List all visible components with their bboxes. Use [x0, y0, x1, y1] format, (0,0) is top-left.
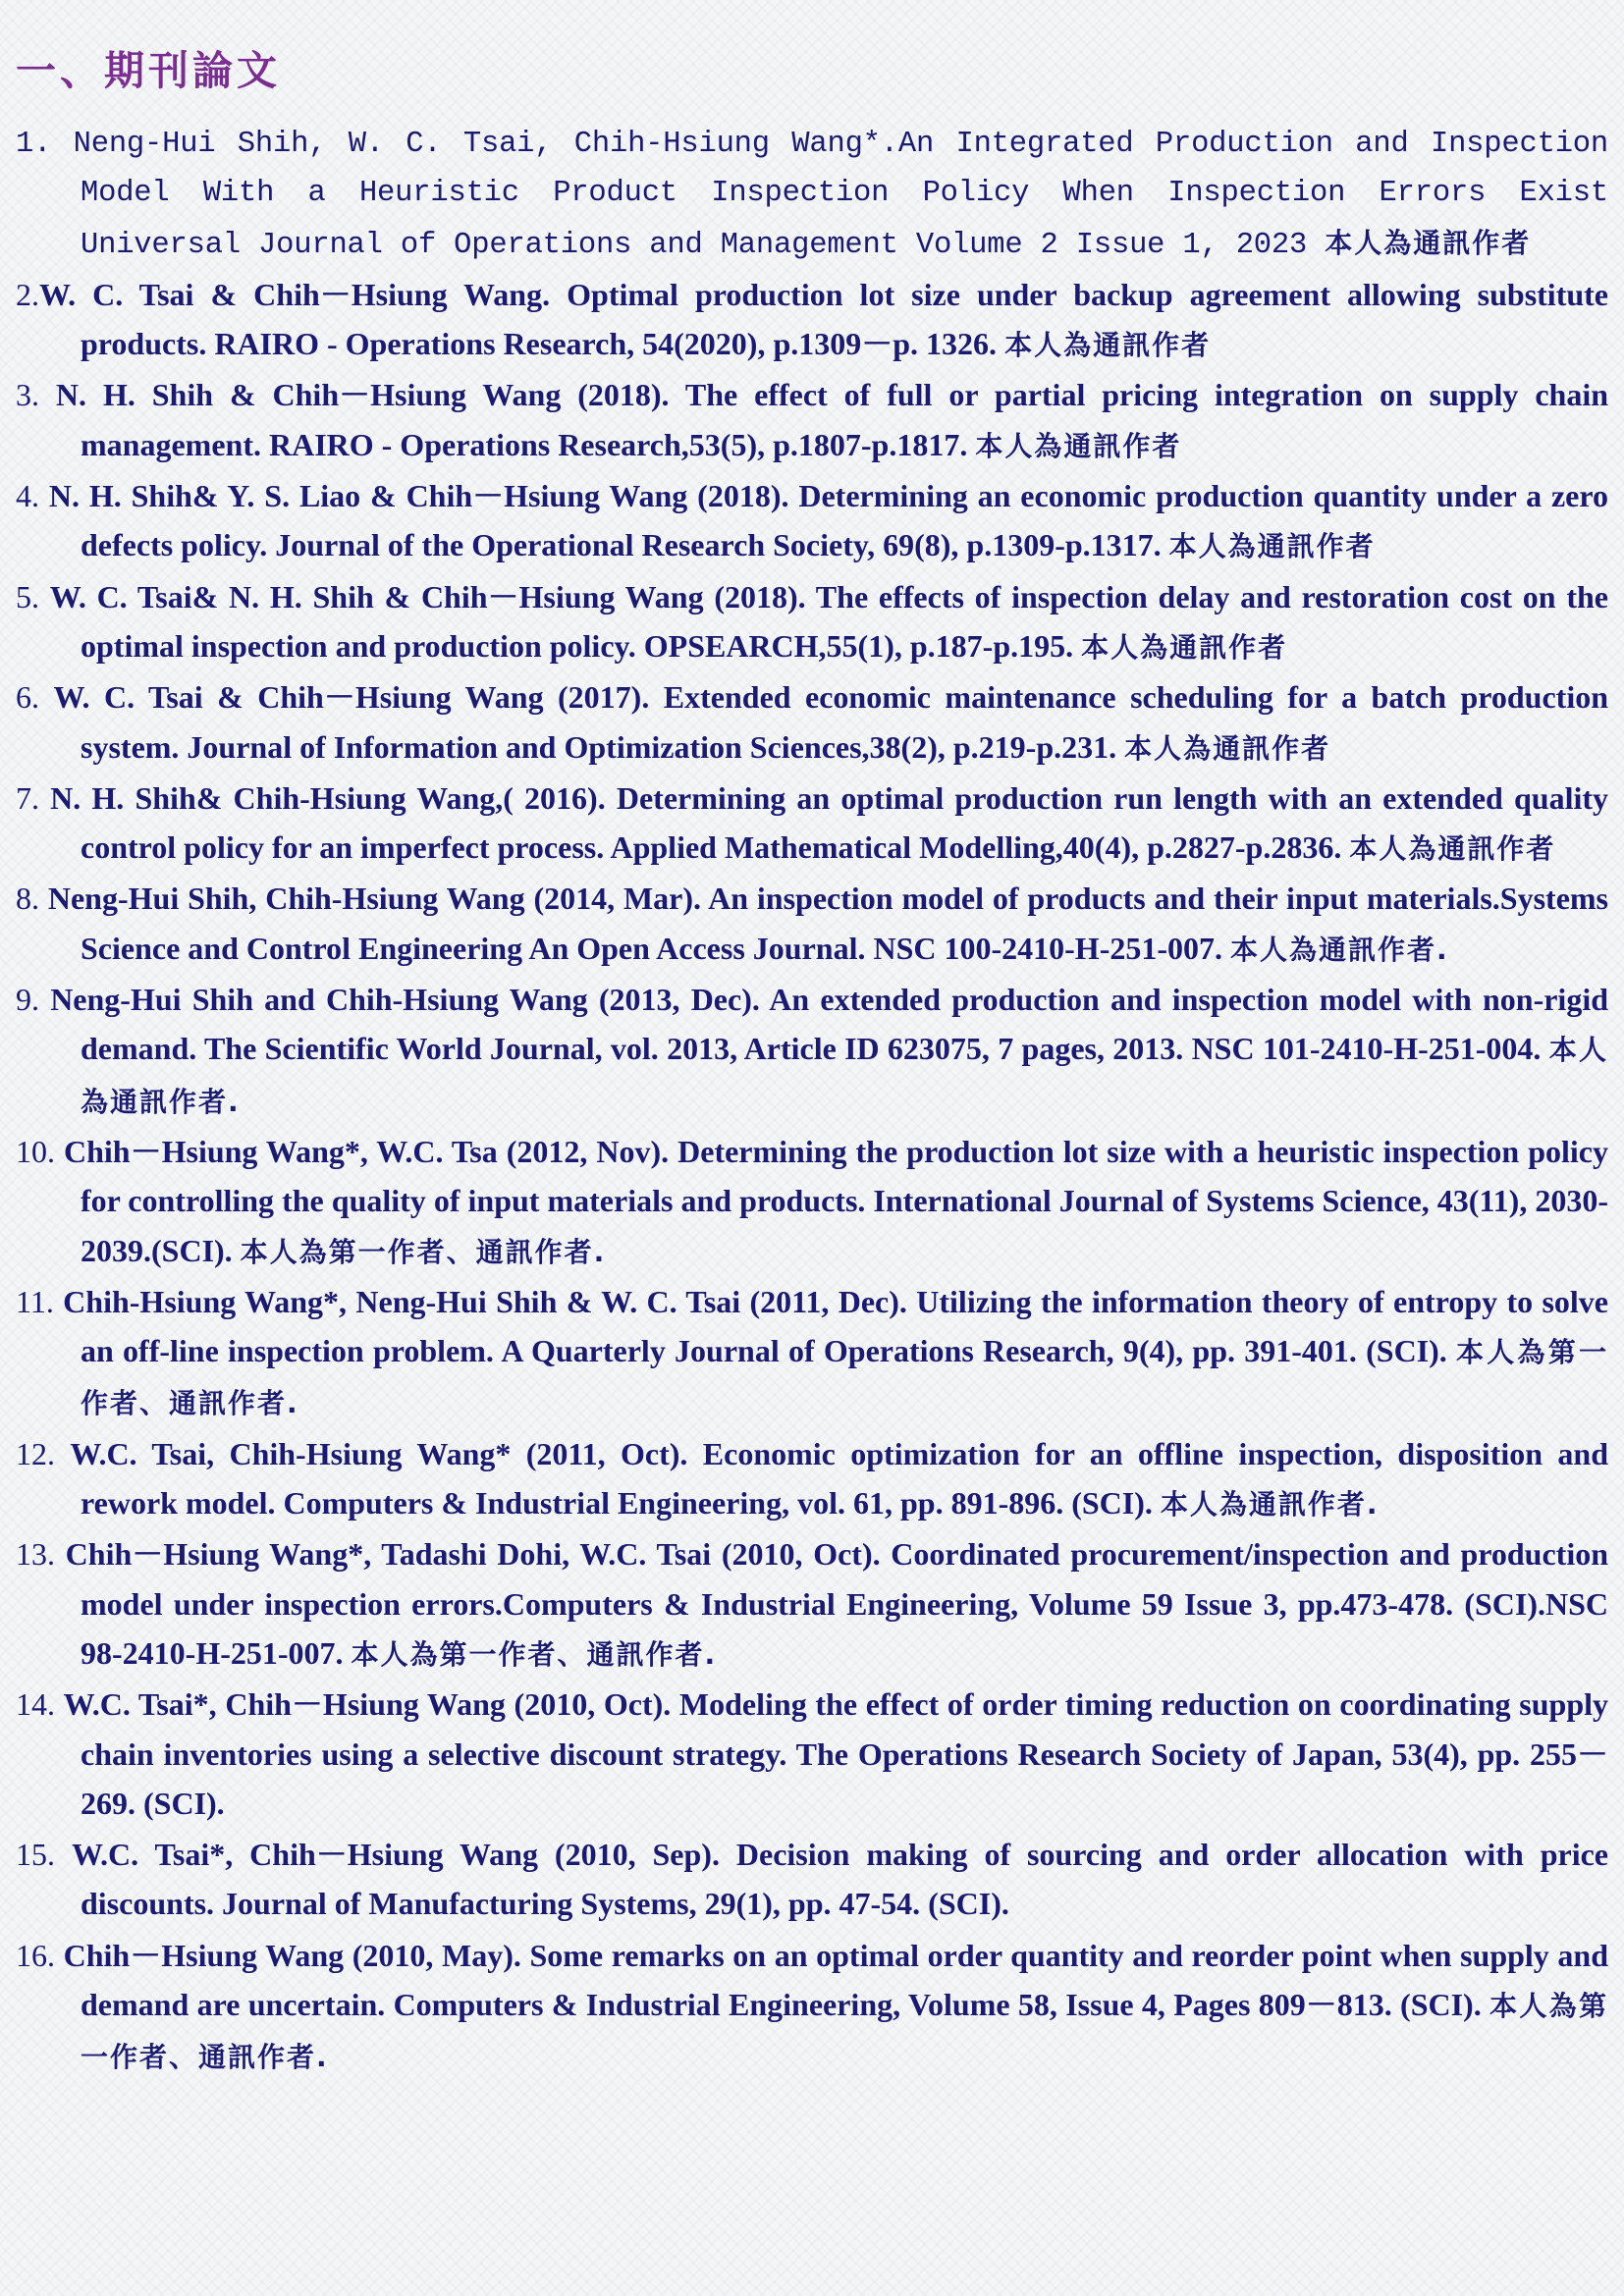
publication-item [16, 1429, 1608, 1530]
publication-number: 6. [16, 679, 39, 716]
publication-item [16, 572, 1608, 673]
publication-citation: W. C. Tsai & Chih－Hsiung Wang. Optimal production lot size under backup agreement allowing substitute products. RAIRO - Operations Research, 54(2020), p.1309－p. 1326. [39, 276, 1608, 362]
publication-number: 2. [16, 276, 39, 312]
publication-citation: W. C. Tsai& N. H. Shih & Chih－Hsiung Wang (2018). The effects of inspection delay and restoration cost on the optimal inspection and production policy. OPSEARCH,55(1), p.187-p.195. [49, 578, 1608, 664]
publication-number: 9. [16, 982, 39, 1018]
author-role-note: 本人為通訊作者 [1124, 731, 1331, 765]
publication-item [16, 774, 1608, 875]
publication-item [16, 1529, 1608, 1680]
publication-citation: W.C. Tsai*, Chih－Hsiung Wang (2010, Oct). Modeling the effect of order timing reduction on coordinating supply chain inventories using a selective discount strategy. The Operations Research Society of Japan, 53(4), pp. 255－269. (SCI). [63, 1686, 1609, 1821]
publication-number: 3. [16, 377, 39, 413]
publication-citation: Chih－Hsiung Wang*, W.C. Tsa (2012, Nov). Determining the production lot size with a heuristic inspection policy for controlling the quality of input materials and products. International Journal of Systems Science, 43(11), 2030-2039.(SCI). [64, 1133, 1609, 1268]
publication-item [16, 672, 1608, 774]
publication-number: 16. [16, 1937, 55, 1973]
publication-number: 12. [16, 1435, 55, 1471]
publication-number: 8. [16, 881, 39, 917]
publication-citation: Chih－Hsiung Wang (2010, May). Some remarks on an optimal order quantity and reorder point when supply and demand are uncertain. Computers & Industrial Engineering, Volume 58, Issue 4, Pages 809－813. (SCI). [63, 1937, 1609, 2022]
publication-item [16, 370, 1608, 471]
publication-item [16, 975, 1608, 1127]
author-role-note: 本人為通訊作者. [1160, 1488, 1380, 1522]
publication-citation: W.C. Tsai*, Chih－Hsiung Wang (2010, Sep). Decision making of sourcing and order allocation with price discounts. Journal of Manufacturing Systems, 29(1), pp. 47-54. (SCI). [71, 1837, 1608, 1922]
publication-citation: W. C. Tsai & Chih－Hsiung Wang (2017). Extended economic maintenance scheduling for a batch production system. Journal of Information and Optimization Sciences,38(2), p.219-p.231. [53, 679, 1609, 765]
author-role-note: 本人為通訊作者 [1325, 226, 1532, 259]
author-role-note: 本人為通訊作者 [1004, 329, 1212, 362]
publication-item [16, 270, 1608, 371]
publication-list [16, 120, 1608, 2083]
publication-item [16, 1277, 1608, 1429]
publication-citation: N. H. Shih& Y. S. Liao & Chih－Hsiung Wang (2018). Determining an economic production quantity under a zero defects policy. Journal of the Operational Research Society, 69(8), p.1309-p.1317. [48, 478, 1609, 563]
author-role-note: 本人為通訊作者. [81, 1034, 1608, 1118]
publication-citation: Neng-Hui Shih, Chih-Hsiung Wang (2014, Mar). An inspection model of products and their input materials.Systems Science and Control Engineering An Open Access Journal. NSC 100-2410-H-251-007. [47, 881, 1608, 966]
author-role-note: 本人為通訊作者 [1081, 630, 1288, 664]
author-role-note: 本人為第一作者、通訊作者. [351, 1637, 718, 1671]
section-title: 一、期刊論文 [16, 47, 281, 94]
publication-number: 5. [16, 578, 39, 614]
publication-citation: Neng-Hui Shih, W. C. Tsai, Chih-Hsiung Wang*.An Integrated Production and Inspection Model With a Heuristic Product Inspection Policy When Inspection Errors Exist Universal Journal of Operations and Management Volume 2 Issue 1, 2023 [73, 128, 1609, 262]
publication-citation: W.C. Tsai, Chih-Hsiung Wang* (2011, Oct). Economic optimization for an offline inspection, disposition and rework model. Computers & Industrial Engineering, vol. 61, pp. 891-896. (SCI). [70, 1435, 1609, 1522]
publication-number: 7. [16, 779, 39, 816]
author-role-note: 本人為通訊作者 [1168, 530, 1376, 563]
publication-citation: N. H. Shih & Chih－Hsiung Wang (2018). The effect of full or partial pricing integration on supply chain management. RAIRO - Operations Research,53(5), p.1807-p.1817. [55, 377, 1609, 462]
author-role-note: 本人為第一作者、通訊作者. [81, 1989, 1608, 2074]
publication-number: 11. [16, 1283, 54, 1319]
publication-number: 10. [16, 1133, 55, 1169]
author-role-note: 本人為第一作者、通訊作者. [81, 1336, 1609, 1420]
author-role-note: 本人為通訊作者 [975, 429, 1182, 462]
author-role-note: 本人為第一作者、通訊作者. [240, 1235, 607, 1268]
publication-citation: Chih-Hsiung Wang*, Neng-Hui Shih & W. C. Tsai (2011, Dec). Utilizing the information theory of entropy to solve an off-line inspection problem. A Quarterly Journal of Operations Research, 9(4), pp. 391-401. (SCI). [63, 1283, 1609, 1369]
publication-item [16, 1931, 1608, 2083]
publication-item [16, 471, 1608, 572]
publication-number: 4. [16, 478, 39, 514]
publication-number: 13. [16, 1536, 55, 1573]
publication-item [16, 120, 1608, 270]
publication-item [16, 1680, 1608, 1830]
publication-number: 14. [16, 1686, 55, 1723]
publication-citation: Neng-Hui Shih and Chih-Hsiung Wang (2013, Dec). An extended production and inspection model with non-rigid demand. The Scientific World Journal, vol. 2013, Article ID 623075, 7 pages, 2013. NSC 101-2410-H-251-004. [50, 982, 1609, 1067]
publication-item [16, 874, 1608, 975]
author-role-note: 本人為通訊作者. [1230, 933, 1449, 966]
publication-citation: N. H. Shih& Chih-Hsiung Wang,( 2016). Determining an optimal production run length with an extended quality control policy for an imperfect process. Applied Mathematical Modelling,40(4), p.2827-p.2836. [50, 779, 1609, 866]
publication-item [16, 1830, 1608, 1931]
publication-number: 15. [16, 1837, 55, 1873]
publication-item [16, 1127, 1608, 1277]
publication-number: 1. [16, 128, 52, 161]
author-role-note: 本人為通訊作者 [1349, 832, 1556, 866]
publication-citation: Chih－Hsiung Wang*, Tadashi Dohi, W.C. Tsai (2010, Oct). Coordinated procurement/inspection and production model under inspection errors.Computers & Industrial Engineering, Volume 59 Issue 3, pp.473-478. (SCI).NSC 98-2410-H-251-007. [65, 1536, 1609, 1671]
